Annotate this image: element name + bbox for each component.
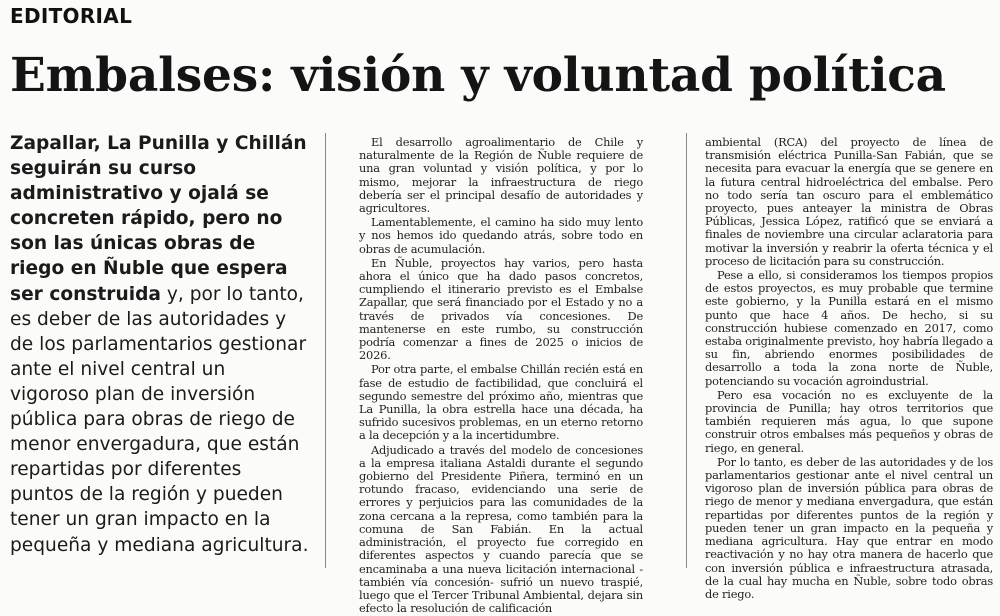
body-paragraph: Por otra parte, el embalse Chillán recién está en fase de estudio de factibilidad, que concluirá el segundo semestre del próximo año, mientras que La Punilla, la obra estrella hace una década, ha sufrido sucesivos problemas, en un eterno retorno a la decepción y a la incertidumbre.: [359, 362, 643, 443]
body-column-1: [359, 136, 643, 616]
section-label: EDITORIAL: [10, 4, 133, 28]
body-paragraph: Por lo tanto, es deber de las autoridades y de los parlamentarios gestionar ante el nivel central un vigoroso plan de inversión pública para obras de riego de menor y mediana envergadura, que están repartidas por diferentes puntos de la región y pueden tener un gran impacto en la pequeña y mediana agricultura. Hay que entrar en modo reactivación y no hay otra manera de hacerlo que con inversión pública e infraestructura atrasada, de la cual hay mucha en Ñuble, sobre todo obras de riego.: [705, 454, 993, 601]
lead-bold-text: Zapallar, La Punilla y Chillán seguirán su curso administrativo y ojalá se concreten rápido, pero no son las únicas obras de riego en Ñuble que espera ser construida: [10, 133, 307, 305]
body-column-2: [705, 136, 993, 602]
column-divider: [325, 133, 326, 568]
body-paragraph: Lamentablemente, el camino ha sido muy lento y nos hemos ido quedando atrás, sobre todo en obras de acumulación.: [359, 215, 643, 256]
body-paragraph: Pese a ello, si consideramos los tiempos propios de estos proyectos, es muy probable que termine este gobierno, y la Punilla estará en el mismo punto que hace 4 años. De hecho, si su construcción hubiese comenzado en 2017, como estaba originalmente previsto, hoy habría llegado a su fin, abriendo enormes posibilidades de desarrollo a toda la zona norte de Ñuble, potenciando su vocación agroindustrial.: [705, 268, 993, 388]
body-paragraph: El desarrollo agroalimentario de Chile y naturalmente de la Región de Ñuble requiere de una gran voluntad y visión política, y por lo mismo, mejorar la infraestructura de riego debería ser el principal desafío de autoridades y agricultores.: [359, 135, 643, 216]
body-paragraph: Pero esa vocación no es excluyente de la provincia de Punilla; hay otros territorios que también requieren más agua, lo que supone construir otros embalses más pequeños y obras de riego, en general.: [705, 387, 993, 455]
headline: Embalses: visión y voluntad política: [10, 48, 946, 103]
body-paragraph: ambiental (RCA) del proyecto de línea de transmisión eléctrica Punilla-San Fabián, que se necesita para evacuar la energía que se genere en la futura central hidroeléctrica del embalse. Pero no todo sería tan oscuro para el emblemático proyecto, pues anteayer la ministra de Obras Públicas, Jessica López, ratificó que se enviará a finales de noviembre una circular aclaratoria para motivar la inversión y reabrir la oferta técnica y el proceso de licitación para su construcción.: [705, 135, 993, 268]
body-paragraph: Adjudicado a través del modelo de concesiones a la empresa italiana Astaldi durante el segundo gobierno del Presidente Piñera, terminó en un rotundo fracaso, evidenciando una serie de errores y perjuicios para las comunidades de la zona cercana a la represa, como también para la comuna de San Fabián. En la actual administración, el proyecto fue corregido en diferentes aspectos y cuando parecía que se encaminaba a una nueva licitación internacional -también vía concesión- sufrió un nuevo traspié, luego que el Tercer Tribunal Ambiental, dejara sin efecto la resolución de calificación: [359, 442, 643, 616]
lead-regular-text: y, por lo tanto, es deber de las autoridades y de los parlamentarios gestionar ante el nivel central un vigoroso plan de inversión pública para obras de riego de menor envergadura, que están repartidas por diferentes puntos de la región y pueden tener un gran impacto en la pequeña y mediana agricultura.: [10, 283, 309, 556]
column-divider: [686, 133, 687, 568]
body-paragraph: En Ñuble, proyectos hay varios, pero hasta ahora el único que ha dado pasos concretos, cumpliendo el itinerario previsto es el Embalse Zapallar, que será financiado por el Estado y no a través de privados vía concesiones. De mantenerse en este rumbo, su construcción podría comenzar a fines de 2025 o inicios de 2026.: [359, 255, 643, 363]
lead-paragraph: [10, 131, 310, 558]
